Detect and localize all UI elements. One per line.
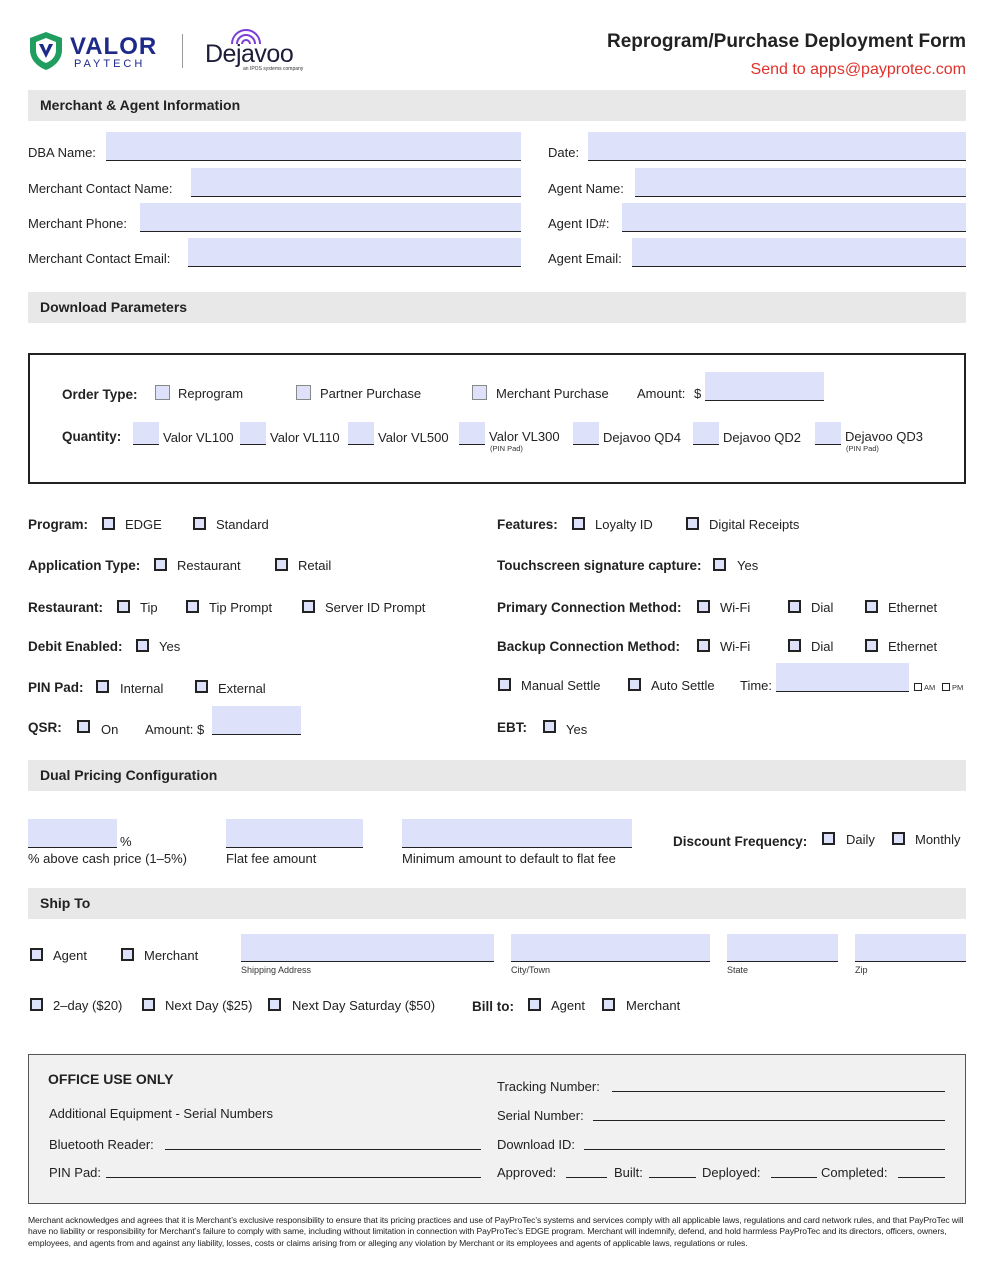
- contact-name-label: Merchant Contact Name:: [28, 181, 173, 196]
- time-label: Time:: [740, 678, 773, 693]
- auto-settle-label: Auto Settle: [651, 678, 715, 693]
- qty-vl100-input[interactable]: [133, 422, 159, 445]
- ship-agent-checkbox[interactable]: [30, 948, 43, 961]
- built-input[interactable]: [649, 1163, 696, 1178]
- section-ship-to: [28, 888, 966, 919]
- pinpad-label: PIN Pad:: [28, 680, 84, 695]
- approved-input[interactable]: [566, 1163, 607, 1178]
- restaurant-checkbox[interactable]: [154, 558, 167, 571]
- restaurant-label: Restaurant:: [28, 600, 104, 615]
- reprogram-checkbox[interactable]: [155, 385, 170, 400]
- daily-label: Daily: [846, 832, 875, 847]
- built-label: Built:: [614, 1165, 643, 1180]
- settle-time-input[interactable]: [776, 663, 909, 692]
- digital-receipts-checkbox[interactable]: [686, 517, 699, 530]
- agent-id-label: Agent ID#:: [548, 216, 610, 231]
- valor-logo: [28, 28, 168, 74]
- percent-sign: %: [120, 834, 132, 849]
- touchscreen-yes-label: Yes: [737, 558, 759, 573]
- section-title: Merchant & Agent Information: [40, 97, 241, 113]
- backup-dial-checkbox[interactable]: [788, 639, 801, 652]
- pinpad-internal-checkbox[interactable]: [96, 680, 109, 693]
- server-id-checkbox[interactable]: [302, 600, 315, 613]
- vl500-label: Valor VL500: [378, 430, 449, 445]
- bill-agent-checkbox[interactable]: [528, 998, 541, 1011]
- office-title: OFFICE USE ONLY: [48, 1071, 174, 1087]
- backup-ethernet-checkbox[interactable]: [865, 639, 878, 652]
- office-pinpad-label: PIN Pad:: [49, 1165, 102, 1180]
- tip-prompt-checkbox[interactable]: [186, 600, 199, 613]
- qty-qd2-input[interactable]: [693, 422, 719, 445]
- logo-divider: [182, 34, 183, 68]
- two-day-checkbox[interactable]: [30, 998, 43, 1011]
- serial-label: Serial Number:: [497, 1108, 584, 1123]
- completed-input[interactable]: [898, 1163, 945, 1178]
- primary-wifi-checkbox[interactable]: [697, 600, 710, 613]
- primary-wifi-label: Wi-Fi: [720, 600, 751, 615]
- tracking-input[interactable]: [612, 1077, 945, 1092]
- section-merchant-agent: [28, 90, 966, 121]
- saturday-label: Next Day Saturday ($50): [292, 998, 436, 1013]
- features-label: Features:: [497, 517, 558, 532]
- daily-checkbox[interactable]: [822, 832, 835, 845]
- dejavoo-logo: [205, 26, 320, 74]
- bill-merchant-label: Merchant: [626, 998, 681, 1013]
- primary-dial-label: Dial: [811, 600, 834, 615]
- section-download-parameters: [28, 292, 966, 323]
- shipping-address-label: Shipping Address: [241, 965, 312, 975]
- send-to-email[interactable]: Send to apps@payprotec.com: [750, 61, 966, 78]
- qsr-amount-label: Amount: $: [145, 722, 205, 737]
- debit-yes-label: Yes: [159, 639, 181, 654]
- dba-input[interactable]: [106, 132, 521, 161]
- section-dual-pricing: [28, 760, 966, 791]
- edge-checkbox[interactable]: [102, 517, 115, 530]
- touchscreen-yes-checkbox[interactable]: [713, 558, 726, 571]
- retail-checkbox[interactable]: [275, 558, 288, 571]
- edge-label: EDGE: [125, 517, 162, 532]
- paytech-wordmark: PAYTECH: [74, 58, 146, 70]
- monthly-checkbox[interactable]: [892, 832, 905, 845]
- backup-ethernet-label: Ethernet: [888, 639, 938, 654]
- app-type-label: Application Type:: [28, 558, 141, 573]
- download-id-input[interactable]: [584, 1135, 945, 1150]
- server-id-label: Server ID Prompt: [325, 600, 426, 615]
- deployed-label: Deployed:: [702, 1165, 761, 1180]
- dollar-sign: $: [694, 386, 702, 401]
- manual-settle-label: Manual Settle: [521, 678, 601, 693]
- primary-connection-label: Primary Connection Method:: [497, 600, 682, 615]
- touchscreen-label: Touchscreen signature capture:: [497, 558, 702, 573]
- ship-merchant-checkbox[interactable]: [121, 948, 134, 961]
- qty-qd4-input[interactable]: [573, 422, 599, 445]
- two-day-label: 2–day ($20): [53, 998, 123, 1013]
- monthly-label: Monthly: [915, 832, 961, 847]
- zip-label: Zip: [855, 965, 868, 975]
- am-checkbox[interactable]: [914, 683, 922, 691]
- backup-wifi-checkbox[interactable]: [697, 639, 710, 652]
- section-title: Download Parameters: [40, 299, 188, 315]
- state-label: State: [727, 965, 749, 975]
- qd3-pinpad-note: (PIN Pad): [846, 444, 879, 453]
- retail-label: Retail: [298, 558, 332, 573]
- tip-checkbox[interactable]: [117, 600, 130, 613]
- am-label: AM: [924, 683, 936, 692]
- contact-email-input[interactable]: [188, 238, 521, 267]
- completed-label: Completed:: [821, 1165, 888, 1180]
- saturday-checkbox[interactable]: [268, 998, 281, 1011]
- agent-name-label: Agent Name:: [548, 181, 624, 196]
- valor-wordmark: VALOR: [70, 33, 158, 60]
- vl110-label: Valor VL110: [270, 430, 340, 445]
- backup-wifi-label: Wi-Fi: [720, 639, 751, 654]
- valor-shield-icon: [28, 30, 64, 72]
- state-input[interactable]: [727, 934, 838, 962]
- download-id-label: Download ID:: [497, 1137, 576, 1152]
- agent-email-label: Agent Email:: [548, 251, 622, 266]
- office-pinpad-input[interactable]: [106, 1163, 481, 1178]
- pinpad-external-label: External: [218, 681, 266, 696]
- date-input[interactable]: [588, 132, 966, 161]
- backup-dial-label: Dial: [811, 639, 834, 654]
- next-day-checkbox[interactable]: [142, 998, 155, 1011]
- contact-name-input[interactable]: [191, 168, 521, 197]
- qty-vl300-input[interactable]: [459, 422, 485, 445]
- qty-vl500-input[interactable]: [348, 422, 374, 445]
- bluetooth-label: Bluetooth Reader:: [49, 1137, 154, 1152]
- ship-agent-label: Agent: [53, 948, 87, 963]
- percent-above-input[interactable]: [28, 819, 117, 848]
- dba-label: DBA Name:: [28, 145, 96, 160]
- flat-fee-input[interactable]: [226, 819, 363, 848]
- city-input[interactable]: [511, 934, 710, 962]
- phone-input[interactable]: [140, 203, 521, 232]
- primary-dial-checkbox[interactable]: [788, 600, 801, 613]
- qsr-amount-input[interactable]: [212, 706, 301, 735]
- min-amount-label: Minimum amount to default to flat fee: [402, 851, 616, 866]
- merchant-purchase-label: Merchant Purchase: [496, 386, 609, 401]
- bill-merchant-checkbox[interactable]: [602, 998, 615, 1011]
- qsr-on-label: On: [101, 722, 119, 737]
- tip-prompt-label: Tip Prompt: [209, 600, 273, 615]
- merchant-purchase-checkbox[interactable]: [472, 385, 487, 400]
- pinpad-external-checkbox[interactable]: [195, 680, 208, 693]
- order-type-label: Order Type:: [62, 387, 138, 402]
- bill-to-label: Bill to:: [472, 999, 514, 1014]
- percent-above-label: % above cash price (1–5%): [28, 851, 187, 866]
- vl300-label: Valor VL300: [489, 429, 560, 444]
- contact-email-label: Merchant Contact Email:: [28, 251, 171, 266]
- qd4-label: Dejavoo QD4: [603, 430, 682, 445]
- bluetooth-input[interactable]: [165, 1135, 481, 1150]
- ebt-yes-label: Yes: [566, 722, 588, 737]
- standard-label: Standard: [216, 517, 269, 532]
- standard-checkbox[interactable]: [193, 517, 206, 530]
- loyalty-checkbox[interactable]: [572, 517, 585, 530]
- partner-purchase-label: Partner Purchase: [320, 386, 422, 401]
- primary-ethernet-checkbox[interactable]: [865, 600, 878, 613]
- section-title: Ship To: [40, 895, 91, 911]
- ebt-label: EBT:: [497, 720, 527, 735]
- disclaimer-text: Merchant acknowledges and agrees that it is Merchant’s exclusive responsibility to ensure that its pricing practices and use of PayProTec’s systems and services comply with all applicable laws, regulations and card network rules, and that PayProTec will have no liability or responsibility for Merchant’s failure to comply with same, including without limitation in connection with PayProTec’s EDGE program. Merchant will indemnify, defend, and hold harmless PayProTec and its directors, officers, owners, employees, and agents from and against any liability, losses, costs or claims arising from or alleging any violation by Merchant or its employees and agents of applicable laws, regulations or rules.: [28, 1215, 964, 1248]
- city-label: City/Town: [511, 965, 551, 975]
- restaurant-option-label: Restaurant: [177, 558, 241, 573]
- order-box: [28, 353, 966, 484]
- next-day-label: Next Day ($25): [165, 998, 253, 1013]
- dejavoo-tagline: an IPOS systems company: [243, 66, 304, 72]
- pm-label: PM: [952, 683, 964, 692]
- quantity-label: Quantity:: [62, 429, 122, 444]
- discount-frequency-label: Discount Frequency:: [673, 834, 808, 849]
- primary-ethernet-label: Ethernet: [888, 600, 938, 615]
- equipment-label: Additional Equipment - Serial Numbers: [49, 1106, 273, 1121]
- amount-label: Amount:: [637, 386, 686, 401]
- serial-input[interactable]: [593, 1106, 945, 1121]
- partner-purchase-checkbox[interactable]: [296, 385, 311, 400]
- tracking-label: Tracking Number:: [497, 1079, 600, 1094]
- qd3-label: Dejavoo QD3: [845, 429, 924, 444]
- zip-input[interactable]: [855, 934, 966, 962]
- bill-agent-label: Agent: [551, 998, 585, 1013]
- shipping-address-input[interactable]: [241, 934, 494, 962]
- agent-name-input[interactable]: [635, 168, 966, 197]
- approved-label: Approved:: [497, 1165, 557, 1180]
- qsr-label: QSR:: [28, 720, 62, 735]
- digital-receipts-label: Digital Receipts: [709, 517, 800, 532]
- dejavoo-wordmark: Dejavoo: [205, 40, 294, 68]
- min-amount-input[interactable]: [402, 819, 632, 848]
- program-label: Program:: [28, 517, 89, 532]
- qty-qd3-input[interactable]: [815, 422, 841, 445]
- pinpad-internal-label: Internal: [120, 681, 164, 696]
- flat-fee-label: Flat fee amount: [226, 851, 317, 866]
- auto-settle-checkbox[interactable]: [628, 678, 641, 691]
- section-title: Dual Pricing Configuration: [40, 767, 218, 783]
- reprogram-label: Reprogram: [178, 386, 244, 401]
- qd2-label: Dejavoo QD2: [723, 430, 802, 445]
- qty-vl110-input[interactable]: [240, 422, 266, 445]
- loyalty-label: Loyalty ID: [595, 517, 653, 532]
- qsr-on-checkbox[interactable]: [77, 720, 90, 733]
- manual-settle-checkbox[interactable]: [498, 678, 511, 691]
- date-label: Date:: [548, 145, 580, 160]
- debit-yes-checkbox[interactable]: [136, 639, 149, 652]
- agent-id-input[interactable]: [622, 203, 966, 232]
- order-amount-input[interactable]: [705, 372, 824, 401]
- vl100-label: Valor VL100: [163, 430, 234, 445]
- backup-connection-label: Backup Connection Method:: [497, 639, 680, 654]
- agent-email-input[interactable]: [632, 238, 966, 267]
- form-title: Reprogram/Purchase Deployment Form: [607, 31, 966, 52]
- phone-label: Merchant Phone:: [28, 216, 128, 231]
- vl300-pinpad-note: (PIN Pad): [490, 444, 523, 453]
- pm-checkbox[interactable]: [942, 683, 950, 691]
- ship-merchant-label: Merchant: [144, 948, 199, 963]
- tip-label: Tip: [140, 600, 158, 615]
- deployed-input[interactable]: [771, 1163, 817, 1178]
- debit-label: Debit Enabled:: [28, 639, 123, 654]
- ebt-yes-checkbox[interactable]: [543, 720, 556, 733]
